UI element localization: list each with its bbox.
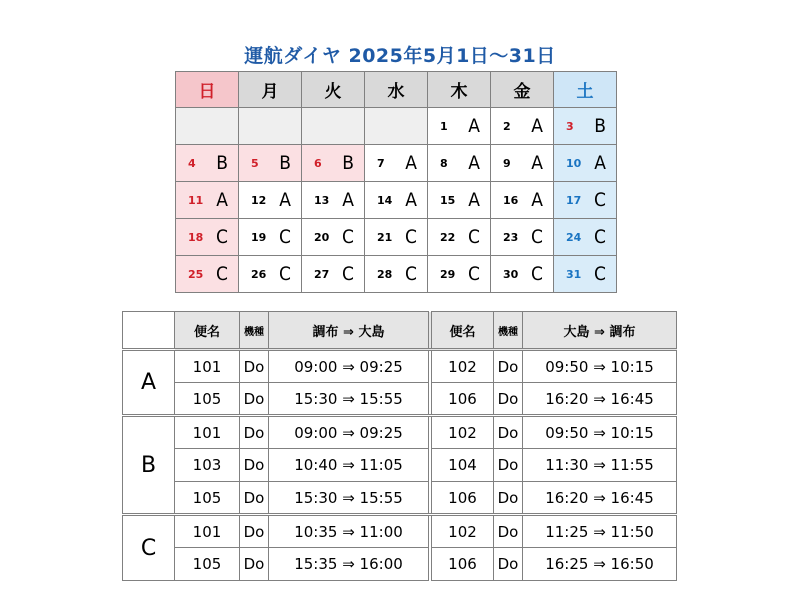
calendar-day-cell: [491, 108, 554, 145]
day-pattern: B: [342, 152, 354, 174]
day-pattern: C: [531, 263, 543, 285]
calendar-day-cell: [428, 182, 491, 219]
calendar-day-cell: [302, 182, 365, 219]
schedule-in: 16:25 ⇒ 16:50: [523, 548, 677, 581]
calendar-day-cell: [176, 145, 239, 182]
timetable-row: [123, 350, 677, 383]
calendar-day-cell: [176, 182, 239, 219]
day-pattern: C: [594, 263, 606, 285]
schedule-out: 10:40 ⇒ 11:05: [269, 449, 429, 482]
calendar-week-row: [176, 145, 617, 182]
schedule-out: 09:00 ⇒ 09:25: [269, 416, 429, 449]
day-number: 5: [251, 156, 259, 170]
day-number: 21: [377, 230, 393, 244]
day-pattern: C: [342, 263, 354, 285]
schedule-out: 15:30 ⇒ 15:55: [269, 482, 429, 515]
day-number: 31: [566, 267, 582, 281]
day-pattern: A: [342, 189, 354, 211]
calendar-day-cell: [239, 145, 302, 182]
day-pattern: A: [279, 189, 291, 211]
pattern-label: C: [123, 515, 175, 581]
calendar-day-cell: [428, 145, 491, 182]
weekday-thu: 木: [428, 72, 491, 108]
schedule-in: 09:50 ⇒ 10:15: [523, 416, 677, 449]
calendar-day-cell: [491, 182, 554, 219]
schedule-in: 16:20 ⇒ 16:45: [523, 383, 677, 416]
day-number: 28: [377, 267, 393, 281]
pattern-header: [123, 312, 175, 350]
day-pattern: A: [405, 189, 417, 211]
calendar-day-cell: [491, 145, 554, 182]
day-pattern: C: [216, 226, 228, 248]
calendar-day-cell: [554, 108, 617, 145]
day-pattern: C: [531, 226, 543, 248]
timetable-row: [123, 548, 677, 581]
day-number: 23: [503, 230, 519, 244]
calendar-day-cell: [302, 145, 365, 182]
calendar-day-cell: [554, 219, 617, 256]
day-number: 15: [440, 193, 456, 207]
day-number: 30: [503, 267, 519, 281]
flight-number-out: 105: [175, 383, 240, 416]
route-header-out: 調布 ⇒ 大島: [269, 312, 429, 350]
day-number: 1: [440, 119, 448, 133]
weekday-header-row: [176, 72, 617, 108]
flight-number-in: 102: [432, 350, 494, 383]
day-number: 19: [251, 230, 267, 244]
day-pattern: C: [594, 226, 606, 248]
flight-header-out: 便名: [175, 312, 240, 350]
day-pattern: A: [468, 189, 480, 211]
day-pattern: B: [216, 152, 228, 174]
calendar-week-row: [176, 256, 617, 293]
day-pattern: A: [531, 152, 543, 174]
day-number: 25: [188, 267, 204, 281]
flight-number-out: 101: [175, 416, 240, 449]
day-number: 12: [251, 193, 267, 207]
day-pattern: C: [468, 263, 480, 285]
day-number: 18: [188, 230, 204, 244]
calendar-day-cell: [491, 256, 554, 293]
weekday-wed: 水: [365, 72, 428, 108]
day-number: 10: [566, 156, 582, 170]
day-number: 4: [188, 156, 196, 170]
weekday-tue: 火: [302, 72, 365, 108]
calendar-day-cell: [302, 219, 365, 256]
flight-header-in: 便名: [432, 312, 494, 350]
schedule-in: 11:30 ⇒ 11:55: [523, 449, 677, 482]
timetable-row: [123, 482, 677, 515]
calendar-day-cell: [554, 256, 617, 293]
schedule-out: 15:35 ⇒ 16:00: [269, 548, 429, 581]
calendar-day-cell: [554, 145, 617, 182]
aircraft-type-out: Do: [240, 515, 269, 548]
timetable-row: [123, 515, 677, 548]
day-pattern: A: [531, 189, 543, 211]
day-number: 9: [503, 156, 511, 170]
day-number: 11: [188, 193, 204, 207]
route-header-in: 大島 ⇒ 調布: [523, 312, 677, 350]
aircraft-type-in: Do: [494, 383, 523, 416]
calendar-week-row: [176, 108, 617, 145]
aircraft-type-out: Do: [240, 482, 269, 515]
calendar: [175, 71, 617, 293]
flight-number-in: 106: [432, 548, 494, 581]
day-number: 17: [566, 193, 582, 207]
schedule-in: 09:50 ⇒ 10:15: [523, 350, 677, 383]
day-pattern: A: [468, 115, 480, 137]
flight-number-out: 103: [175, 449, 240, 482]
flight-number-in: 106: [432, 383, 494, 416]
day-number: 16: [503, 193, 519, 207]
day-pattern: A: [594, 152, 606, 174]
timetable-header-row: [123, 312, 677, 350]
day-pattern: C: [405, 226, 417, 248]
calendar-empty-cell: [302, 108, 365, 145]
aircraft-type-out: Do: [240, 548, 269, 581]
pattern-label: B: [123, 416, 175, 515]
day-number: 24: [566, 230, 582, 244]
day-number: 27: [314, 267, 330, 281]
timetable-row: [123, 383, 677, 416]
day-number: 3: [566, 119, 574, 133]
calendar-day-cell: [428, 256, 491, 293]
flight-number-in: 104: [432, 449, 494, 482]
aircraft-type-out: Do: [240, 383, 269, 416]
day-pattern: A: [405, 152, 417, 174]
schedule-in: 16:20 ⇒ 16:45: [523, 482, 677, 515]
timetable-row: [123, 449, 677, 482]
calendar-week-row: [176, 182, 617, 219]
calendar-day-cell: [365, 256, 428, 293]
day-number: 7: [377, 156, 385, 170]
day-number: 13: [314, 193, 330, 207]
calendar-day-cell: [491, 219, 554, 256]
calendar-day-cell: [176, 256, 239, 293]
calendar-day-cell: [302, 256, 365, 293]
calendar-empty-cell: [365, 108, 428, 145]
day-pattern: C: [405, 263, 417, 285]
schedule-out: 10:35 ⇒ 11:00: [269, 515, 429, 548]
calendar-day-cell: [365, 219, 428, 256]
day-number: 2: [503, 119, 511, 133]
aircraft-type-in: Do: [494, 350, 523, 383]
page-title: 運航ダイヤ 2025年5月1日～31日: [244, 45, 556, 67]
calendar-day-cell: [365, 182, 428, 219]
calendar-empty-cell: [176, 108, 239, 145]
day-pattern: C: [594, 189, 606, 211]
aircraft-type-out: Do: [240, 416, 269, 449]
aircraft-type-out: Do: [240, 350, 269, 383]
day-pattern: A: [468, 152, 480, 174]
calendar-empty-cell: [239, 108, 302, 145]
flight-number-out: 101: [175, 515, 240, 548]
day-pattern: A: [216, 189, 228, 211]
day-number: 20: [314, 230, 330, 244]
calendar-day-cell: [365, 145, 428, 182]
calendar-week-row: [176, 219, 617, 256]
day-pattern: C: [342, 226, 354, 248]
day-number: 8: [440, 156, 448, 170]
day-number: 14: [377, 193, 393, 207]
calendar-day-cell: [239, 182, 302, 219]
day-pattern: B: [279, 152, 291, 174]
schedule-out: 15:30 ⇒ 15:55: [269, 383, 429, 416]
flight-number-in: 102: [432, 515, 494, 548]
type-header-in: 機種: [494, 312, 523, 350]
calendar-day-cell: [239, 256, 302, 293]
calendar-day-cell: [239, 219, 302, 256]
day-number: 26: [251, 267, 267, 281]
day-number: 6: [314, 156, 322, 170]
day-number: 29: [440, 267, 456, 281]
flight-number-out: 105: [175, 482, 240, 515]
calendar-day-cell: [554, 182, 617, 219]
day-pattern: B: [594, 115, 606, 137]
day-pattern: C: [216, 263, 228, 285]
timetable: [122, 311, 677, 581]
day-pattern: A: [531, 115, 543, 137]
schedule-out: 09:00 ⇒ 09:25: [269, 350, 429, 383]
day-pattern: C: [279, 263, 291, 285]
weekday-sun: 日: [176, 72, 239, 108]
flight-number-out: 105: [175, 548, 240, 581]
weekday-mon: 月: [239, 72, 302, 108]
calendar-day-cell: [176, 219, 239, 256]
flight-number-in: 102: [432, 416, 494, 449]
aircraft-type-in: Do: [494, 449, 523, 482]
calendar-day-cell: [428, 108, 491, 145]
timetable-row: [123, 416, 677, 449]
pattern-label: A: [123, 350, 175, 416]
flight-number-in: 106: [432, 482, 494, 515]
aircraft-type-in: Do: [494, 416, 523, 449]
aircraft-type-in: Do: [494, 548, 523, 581]
type-header-out: 機種: [240, 312, 269, 350]
weekday-fri: 金: [491, 72, 554, 108]
day-pattern: C: [279, 226, 291, 248]
schedule-in: 11:25 ⇒ 11:50: [523, 515, 677, 548]
day-number: 22: [440, 230, 456, 244]
flight-number-out: 101: [175, 350, 240, 383]
day-pattern: C: [468, 226, 480, 248]
aircraft-type-out: Do: [240, 449, 269, 482]
aircraft-type-in: Do: [494, 482, 523, 515]
aircraft-type-in: Do: [494, 515, 523, 548]
weekday-sat: 土: [554, 72, 617, 108]
calendar-day-cell: [428, 219, 491, 256]
